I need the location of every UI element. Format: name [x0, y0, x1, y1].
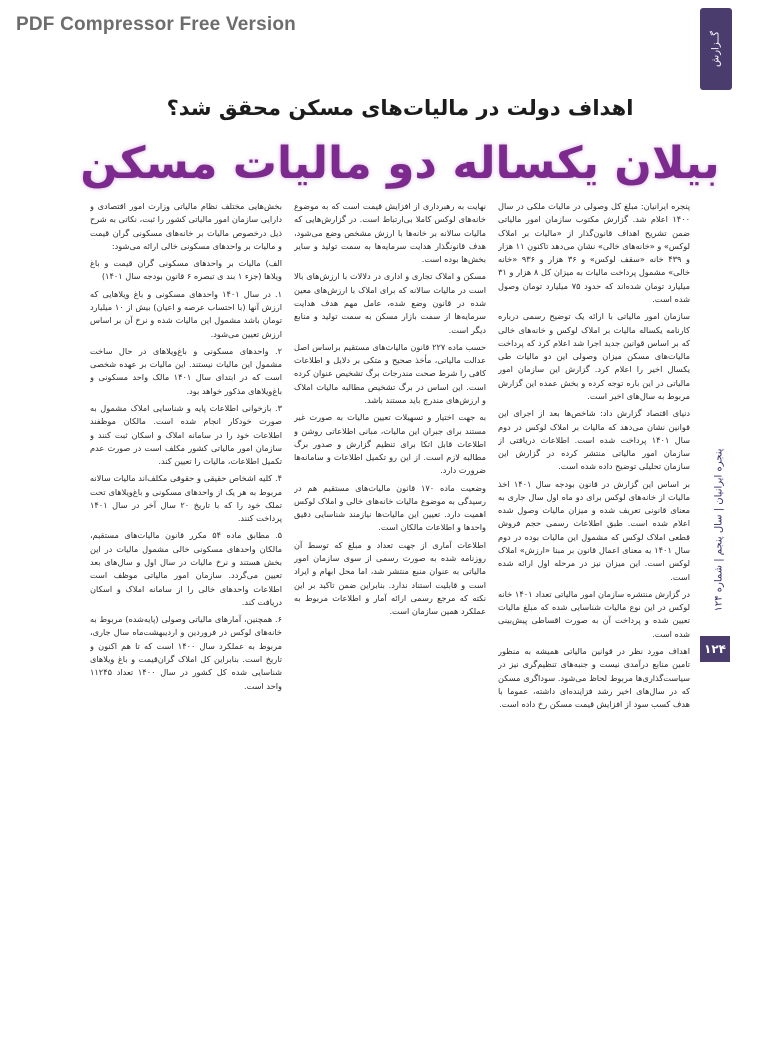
column-3	[90, 200, 282, 1028]
paragraph: الف) مالیات بر واحدهای مسکونی گران قیمت و باغ ویلاها (جزء ۱ بند ی تبصره ۶ قانون بودجه سال ۱۴۰۱)	[90, 258, 282, 282]
paragraph: ۱. در سال ۱۴۰۱ واحدهای مسکونی و باغ ویلاهایی که ارزش آنها (با احتساب عرصه و اعیان) بیش از ۱۰ میلیارد تومان باشد مشمول این مالیات شده و نرخ آن بر اساس ارزش تعیین می‌شود.	[90, 288, 282, 339]
paragraph: اطلاعات آماری از جهت تعداد و مبلغ که توسط آن روزنامه شده به صورت رسمی از سوی سازمان امور مالیاتی به عنوان منبع منتشر شد، اما محل ابهام و ایراد است و قابلیت استناد ندارد. بنابراین ضمن تاکید بر این نکته که مرجع رسمی ارائه آمار و اطلاعات مربوط به عملکرد همین سازمان است.	[294, 539, 486, 617]
paragraph: در گزارش منتشره سازمان امور مالیاتی تعداد ۱۴۰۱ خانه لوکس در این نوع مالیات شناسایی شده که مبلغ مالیات تعیین شده و پرداخت آن به صورت اقساطی پیش‌بینی شده است.	[498, 588, 690, 639]
paragraph: ۶. همچنین، آمارهای مالیاتی وصولی (پایه‌شده) مربوط به خانه‌های لوکس در فروردین و اردیبهشت‌ماه سال جاری، مربوط به عملکرد سال ۱۴۰۰ است که تا هم اکنون و تاریخ است. بنابراین کل املاک گران‌قیمت و باغ ویلاهای شناسایی شده کل کشور در سال ۱۴۰۰ تعداد ۱۱۲۴۵ واحد است.	[90, 614, 282, 691]
section-tab	[700, 8, 732, 90]
paragraph: دنیای اقتصاد گزارش داد: شاخص‌ها بعد از اجرای این قوانین نشان می‌دهد که مالیات بر املاک لوکس در دوم سال ۱۴۰۱ پرداخت شده است. اطلاعات دریافتی از سازمان امور مالیاتی منتشر کرده در گزارش این سازمان تحلیلی توضیح داده شده است.	[498, 408, 690, 472]
magazine-side-strip	[708, 400, 730, 660]
column-1	[498, 200, 690, 1028]
paragraph: سازمان امور مالیاتی با ارائه یک توضیح رسمی درباره کارنامه یکساله مالیات بر املاک لوکس و خانه‌های خالی که بر اساس قوانین جدید اجرا شد اعلام کرد که پرداخت مالیات‌های مسکن میزان وصولی این دو مالیات طی یکسال اخیر را اعلام کرد. گزارش این سازمان امور مالیاتی در این باره توجه کرده و بخش عمده این گزارش مربوط به سال‌های اخیر است.	[498, 311, 690, 401]
section-tab-label: گــزارش	[710, 31, 722, 67]
paragraph: ۵. مطابق ماده ۵۴ مکرر قانون مالیات‌های مستقیم، مالکان واحدهای مسکونی خالی مشمول مالیات در این بخش هستند و نرخ مالیات در سال اول و سال‌های بعد تعیین می‌گردد. سازمان امور مالیاتی موظف است اطلاعات واحدهای خالی را از سامانه املاک و اسکان دریافت کند.	[90, 530, 282, 607]
article-headline: بیلان یکساله دو مالیات مسکن	[80, 138, 720, 189]
page-number: ۱۲۴	[700, 636, 730, 662]
column-2	[294, 200, 486, 1028]
paragraph: ۴. کلیه اشخاص حقیقی و حقوقی مکلف‌اند مالیات سالانه مربوط به هر یک از واحدهای مسکونی و باغ‌ویلاهای تحت تملک خود را که با تاریخ ۲۰ سال آخر در سال ۱۴۰۱ پرداخت کنند.	[90, 473, 282, 524]
paragraph: وضعیت ماده ۱۷۰ قانون مالیات‌های مستقیم هم در رسیدگی به موضوع مالیات خانه‌های خالی و املاک لوکس اهمیت دارد. تعیین این مالیات‌ها نیازمند شناسایی دقیق واحدها و اطلاعات مالکان است.	[294, 482, 486, 533]
paragraph: ۳. بازخوانی اطلاعات پایه و شناسایی املاک مشمول به صورت خودکار انجام شده است. مالکان موظفند اطلاعات خود را در سامانه املاک و اسکان ثبت کنند و سازمان امور مالیاتی کشور مکلف است در صورت عدم تکمیل اطلاعات، مالیات را تعیین کند.	[90, 402, 282, 467]
magazine-issue-label: پنجره ایرانیان | سال پنجم | شماره ۱۲۴	[713, 448, 725, 612]
article-body	[90, 200, 690, 1028]
paragraph: بر اساس این گزارش در قانون بودجه سال ۱۴۰۱ اخذ مالیات از خانه‌های لوکس برای دو ماه اول سال جاری به معنای قانونی تعریف شده و میزان مالیات وصول شده اعلام شده است. طبق اطلاعات رسمی حجم فروش قطعی املاک لوکس که مشمول این مالیات بوده در دوم سال ۱۴۰۱ به معنای اعمال قانون بر مبنا «ارزش» املاک لوکس است. این میزان نیز در مرحله اول ارائه شده است.	[498, 478, 690, 582]
paragraph: نهایت به رهبرداری از افزایش قیمت است که به موضوع خانه‌های لوکس کاملا بی‌ارتباط است. در گزارش‌هایی که مالیات سالانه بر خانه‌ها با ارزش مشخص وضع می‌شود، هدف قانونگذار هدایت سرمایه‌ها به سمت تولید و سایر بخش‌ها بوده است.	[294, 201, 486, 265]
paragraph: اهداف مورد نظر در قوانین مالیاتی همیشه به منظور تامین منابع درآمدی نیست و جنبه‌های تنظیم‌گری نیز در سیاست‌گذاری‌ها مربوط لحاظ می‌شود. سوداگری مسکن که در سال‌های اخیر رشد فزاینده‌ای داشته، عموما با هدف کسب سود از افزایش قیمت مسکن رخ داده است.	[498, 646, 690, 710]
paragraph: به جهت اختیار و تسهیلات تعیین مالیات به صورت غیر مستند برای جبران این مالیات، مبانی اطلاعاتی روشن و اطلاعات قابل اتکا برای تنظیم گزارش و صدور برگ مطالبه لازم است. از این رو تکمیل اطلاعات و سامانه‌ها ضرورت دارد.	[294, 412, 486, 476]
article-kicker: اهداف دولت در مالیات‌های مسکن محقق شد؟	[166, 96, 634, 120]
paragraph: بخش‌هایی مختلف نظام مالیاتی وزارت امور اقتصادی و دارایی سازمان امور مالیاتی کشور را ثبت، نکاتی به شرح ذیل درخصوص مالیات بر خانه‌های مسکونی گران قیمت و مالیات بر واحدهای مسکونی خالی ارائه می‌شود:	[90, 201, 282, 251]
paragraph: مسکن و املاک تجاری و اداری در دلالات با ارزش‌های بالا است در مالیات سالانه که برای املاک با ارزش‌های معین شده در قانون وضع شده، عامل مهم هدف هدایت سرمایه‌ها از سمت بازار مسکن به سمت تولید و منابع دیگر است.	[294, 271, 486, 335]
paragraph: حسب ماده ۲۲۷ قانون مالیات‌های مستقیم براساس اصل عدالت مالیاتی، مأخذ صحیح و متکی بر دلایل و اطلاعات کافی را شرط صحت مندرجات برگ تشخیص عنوان کرده است. این اساس در برگ تشخیص مطالبه مالیات املاک و ارزش‌های مندرج باید مستند باشد.	[294, 341, 486, 405]
watermark-text: PDF Compressor Free Version	[16, 14, 296, 35]
paragraph: پنجره ایرانیان: مبلغ کل وصولی در مالیات ملکی در سال ۱۴۰۰ اعلام شد. گزارش مکتوب سازمان امور مالیاتی ضمن تشریح اهداف قانون‌گذار از «مالیات بر املاک لوکس» و «خانه‌های خالی» نشان می‌دهد تاکنون ۱۱ هزار و ۴۳۹ خانه «سقف لوکس» و ۳۶ هزار و ۹۳۶ «خانه خالی» مشمول پرداخت مالیات به میزان کل ۸ هزار و ۳۱ میلیارد تومان شده‌اند که حدود ۷۵ میلیارد تومان وصول شده است.	[498, 201, 690, 304]
paragraph: ۲. واحدهای مسکونی و باغ‌ویلاهای در حال ساخت مشمول این مالیات نیستند. این مالیات بر عهده شخصی است که در ابتدای سال ۱۴۰۱ مالک واحد مسکونی و باغ‌ویلاهای مذکور خواهد بود.	[90, 345, 282, 396]
